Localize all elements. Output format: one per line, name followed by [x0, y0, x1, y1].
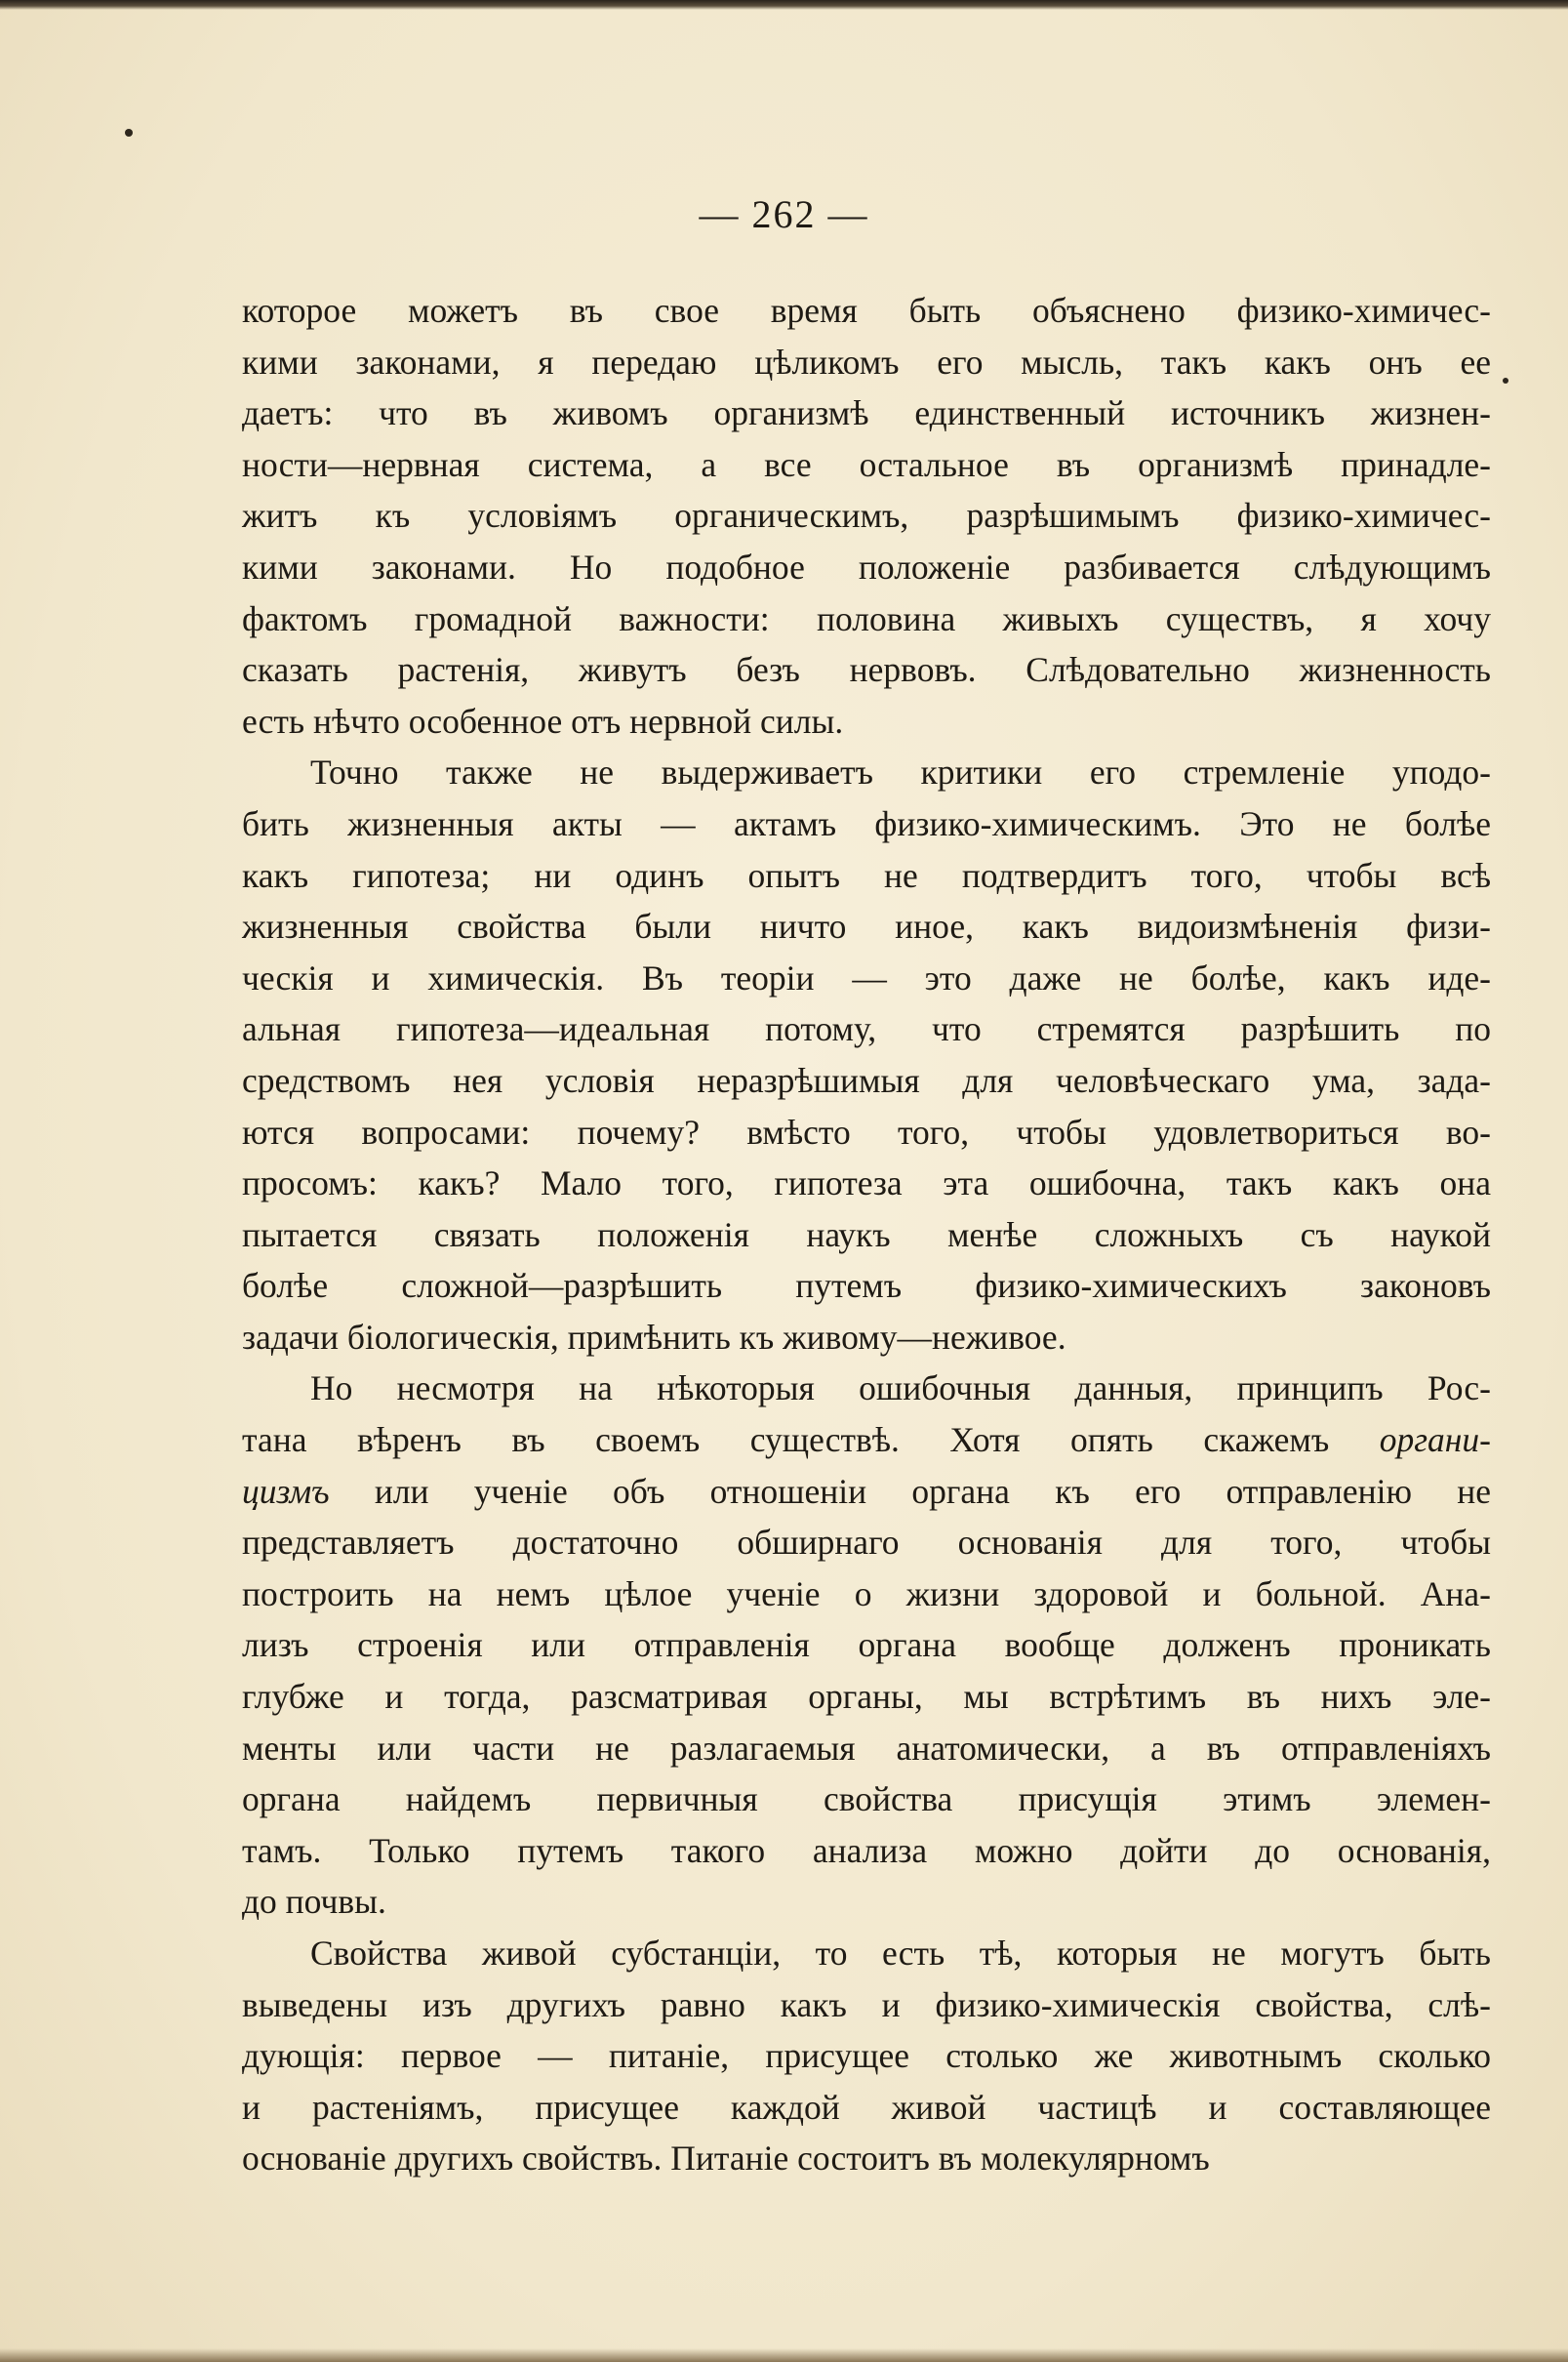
ink-speck: [125, 129, 133, 137]
text-line: тамъ. Только путемъ такого анализа можно дойти до основанія,: [242, 1830, 1491, 1870]
text-line: сказать растенія, живутъ безъ нервовъ. Слѣдовательно жизненность: [242, 650, 1491, 690]
text-line: фактомъ громадной важности: половина живыхъ существъ, я хочу: [242, 598, 1491, 638]
text-line: просомъ: какъ? Мало того, гипотеза эта ошибочна, такъ какъ она: [242, 1163, 1491, 1203]
text-line: лизъ строенія или отправленія органа вообще долженъ проникать: [242, 1625, 1491, 1665]
text-line: и растеніямъ, присущее каждой живой частицѣ и составляющее: [242, 2087, 1491, 2127]
body-text: [242, 285, 1491, 2184]
text-line: кими законами, я передаю цѣликомъ его мысль, такъ какъ онъ ее: [242, 342, 1491, 382]
text-line: дующія: первое — питаніе, присущее столько же животнымъ сколько: [242, 2036, 1491, 2076]
text-line: бить жизненныя акты — актамъ физико-химическимъ. Это не болѣе: [242, 803, 1491, 843]
text-line: построить на немъ цѣлое ученіе о жизни здоровой и больной. Ана-: [242, 1573, 1491, 1613]
text-line: Свойства живой субстанціи, то есть тѣ, которыя не могутъ быть: [310, 1934, 1491, 1973]
text-line: кими законами. Но подобное положеніе разбивается слѣдующимъ: [242, 547, 1491, 587]
text-line: Точно также не выдерживаетъ критики его стремленіе уподо-: [310, 753, 1491, 793]
text-line: глубже и тогда, разсматривая органы, мы встрѣтимъ въ нихъ эле-: [242, 1677, 1491, 1717]
text-line: задачи біологическія, примѣнить къ живому—неживое.: [242, 1317, 1066, 1357]
text-line: средствомъ нея условія неразрѣшимыя для человѣческаго ума, зада-: [242, 1060, 1491, 1100]
text-line: Но несмотря на нѣкоторыя ошибочныя данныя, принципъ Рос-: [310, 1368, 1491, 1408]
paragraph: [242, 747, 1491, 1363]
text-line: альная гипотеза—идеальная потому, что стремятся разрѣшить по: [242, 1009, 1491, 1049]
text-line: ности—нервная система, а все остальное въ организмѣ принадле-: [242, 444, 1491, 484]
text-line: ются вопросами: почему? вмѣсто того, чтобы удовлетвориться во-: [242, 1112, 1491, 1152]
text-line: органа найдемъ первичныя свойства присущія этимъ элемен-: [242, 1779, 1491, 1819]
ink-speck: [1503, 378, 1508, 384]
paragraph: [242, 285, 1491, 747]
text-line: до почвы.: [242, 1882, 386, 1922]
page-bottom-edge: [0, 2348, 1568, 2362]
paragraph: [242, 1928, 1491, 2184]
text-line: даетъ: что въ живомъ организмѣ единственный источникъ жизнен-: [242, 393, 1491, 433]
italic-term: цизмъ: [242, 1471, 330, 1511]
text-line: основаніе другихъ свойствъ. Питаніе состоитъ въ молекулярномъ: [242, 2138, 1210, 2179]
text-line: какъ гипотеза; ни одинъ опытъ не подтвердитъ того, чтобы всѣ: [242, 855, 1491, 895]
text-line: жизненныя свойства были ничто иное, какъ видоизмѣненія физи-: [242, 907, 1491, 947]
text-line: есть нѣчто особенное отъ нервной силы.: [242, 701, 844, 741]
text-line: менты или части не разлагаемыя анатомически, а въ отправленіяхъ: [242, 1728, 1491, 1768]
text-line: выведены изъ другихъ равно какъ и физико-химическія свойства, слѣ-: [242, 1984, 1491, 2024]
text-line: ческія и химическія. Въ теоріи — это даже не болѣе, какъ иде-: [242, 957, 1491, 998]
text-line: болѣе сложной—разрѣшить путемъ физико-химическихъ законовъ: [242, 1266, 1491, 1306]
page-number: — 262 —: [699, 192, 869, 236]
text-line: представляетъ достаточно обширнаго основанія для того, чтобы: [242, 1523, 1491, 1563]
paragraph: [242, 1363, 1491, 1928]
text-line: которое можетъ въ свое время быть объяснено физико-химичес-: [242, 291, 1491, 330]
page-top-shadow: [0, 0, 1568, 10]
text-line: пытается связать положенія наукъ менѣе сложныхъ съ наукой: [242, 1214, 1491, 1254]
text-line: тана вѣренъ въ своемъ существѣ. Хотя опять скажемъ органи-: [242, 1420, 1491, 1460]
text-line: цизмъ или ученіе объ отношеніи органа къ его отправленію не: [242, 1471, 1491, 1511]
text-line: житъ къ условіямъ органическимъ, разрѣшимымъ физико-химичес-: [242, 496, 1491, 536]
italic-term: органи-: [1379, 1420, 1491, 1460]
